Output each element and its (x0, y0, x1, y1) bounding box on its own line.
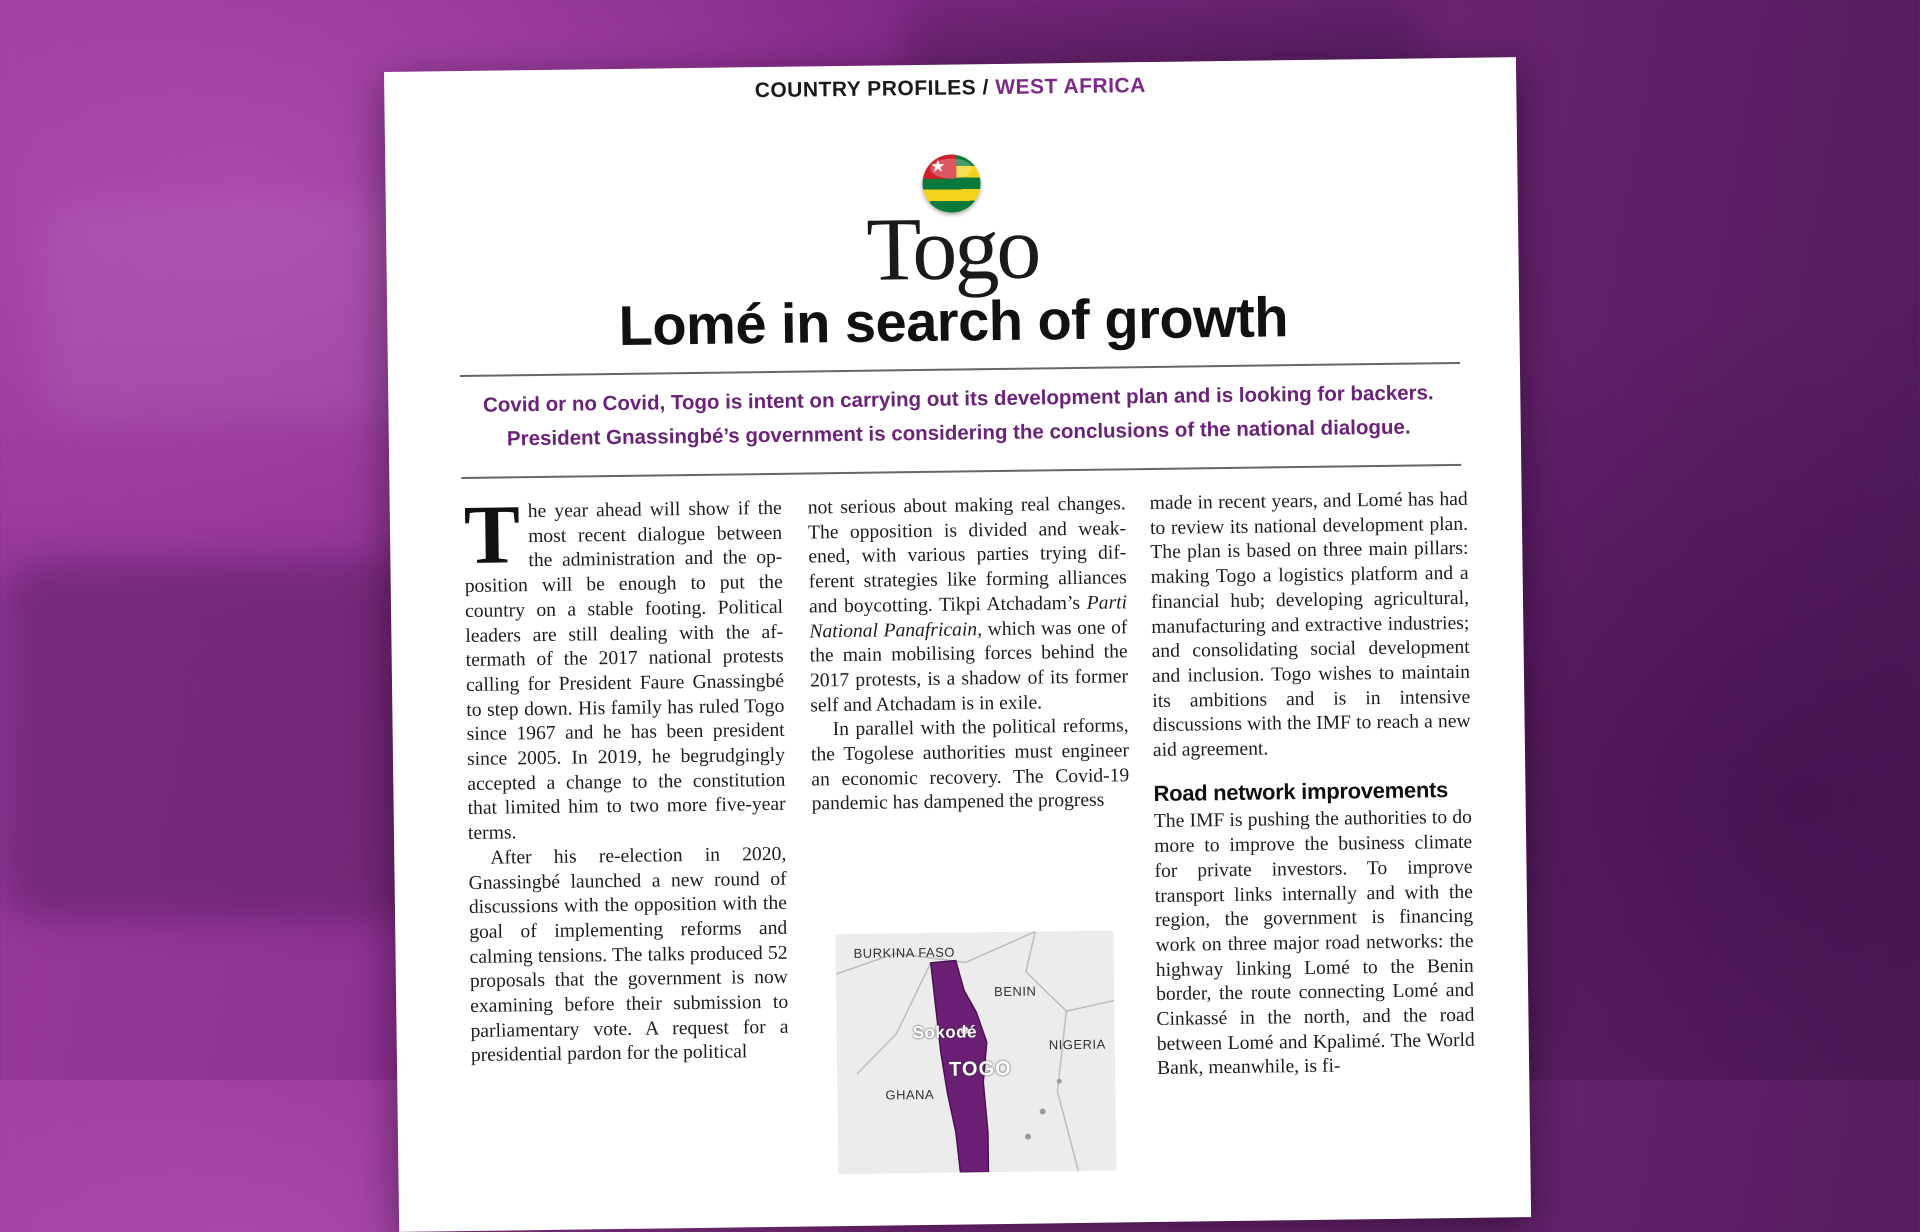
section-region: WEST AFRICA (995, 74, 1146, 99)
border-line (1056, 1011, 1078, 1171)
section-header (384, 69, 1516, 108)
magazine-page (384, 57, 1531, 1232)
paragraph-text: not serious about making real changes. The opposition is divided and weakened, with various parties trying different strategies like forming alliances and boycotting. Tikpi Atchadam’s (807, 493, 1127, 618)
border-line (1025, 931, 1114, 1012)
standfirst-line: President Gnassingbé’s government is considering the conclusions of the national dialogue. (506, 415, 1411, 451)
section-category: COUNTRY PROFILES / (754, 76, 990, 103)
map-label-benin: BENIN (993, 983, 1037, 1000)
article-column-3 (1150, 488, 1476, 1082)
map-label-sokode: Sokodé (912, 1022, 978, 1043)
body-paragraph: The IMF is pushing the authorities to do more to improve the business climate for private investors. To improve transport links internally and with the region, the government is financing work on three major road networks: the highway linking Lomé to the Benin border, the route connecting Lomé and Cinkassé in the north, and the road between Lomé and Kpalimé. The World Bank, meanwhile, is fi- (1153, 807, 1475, 1080)
divider (461, 464, 1461, 479)
flag-star-icon: ★ (930, 156, 946, 177)
map-label-togo: TOGO (948, 1057, 1012, 1081)
article-column-1 (463, 488, 789, 1069)
map-label-burkina-faso: BURKINA FASO (853, 944, 956, 961)
body-paragraph: After his re-election in 2020, Gnassingbé launched a new round of discussions with the opposition with the goal of implementing reforms and calming tensions. The talks produced 52 proposals that the government is now examining before their submission to parliamentary vote. A request for a presidential pardon for the political (468, 843, 789, 1067)
body-paragraph (463, 488, 786, 847)
article-column-2 (808, 492, 1130, 817)
body-paragraph: In parallel with the political reforms, the Togolese authorities must engineer an economic recovery. The Covid-19 pandemic has dampened the progress (810, 715, 1130, 815)
map-label-ghana: GHANA (885, 1086, 935, 1103)
paragraph-text: , which was one of the main mobilising forces behind the 2017 protests, is a shadow of its former self and Atchadam is in exile. (809, 616, 1129, 717)
body-paragraph (808, 492, 1129, 718)
divider (460, 362, 1460, 377)
flag-gloss (930, 158, 972, 179)
togo-map (835, 931, 1116, 1175)
map-graphic (835, 931, 1116, 1175)
standfirst-line: Covid or no Covid, Togo is intent on carrying out its development plan and is looking for backers. (482, 381, 1434, 417)
party-name: Parti National Panafricain (809, 592, 1128, 642)
city-dot (1025, 1134, 1031, 1140)
article-headline: Lomé in search of growth (618, 285, 1289, 357)
map-label-nigeria: NIGERIA (1048, 1036, 1106, 1053)
country-title: Togo (865, 198, 1039, 300)
city-dot (1057, 1079, 1062, 1084)
standfirst (478, 376, 1439, 457)
paragraph-text: he year ahead will show if the most recent dialogue between the administration and the opposition will be enough to put the country on a stable footing. Political leaders are still dealing with the aftermath of the 2017 national protests calling for President Faure Gnassingbé to step down. His family has ruled Togo since 1967 and he has been president since 2005. In 2019, he begrudgingly accepted a change to the constitution that limited him to two more five-year terms. (464, 497, 786, 845)
subheading: Road network improvements (1153, 776, 1449, 806)
border-line (856, 963, 932, 1074)
drop-cap: T (463, 488, 521, 582)
city-dot (1040, 1108, 1046, 1114)
body-paragraph: made in recent years, and Lomé has had to review its national development plan. The plan is based on three main pillars: making Togo a logistics platform and a financial hub; developing agricultural, manufacturing and extractive industries; and consolidating social development and inclusion. Togo wishes to maintain its ambitions and is in intensive discussions with the IMF to reach a new aid agreement. (1149, 488, 1471, 762)
background-blur (40, 200, 420, 420)
